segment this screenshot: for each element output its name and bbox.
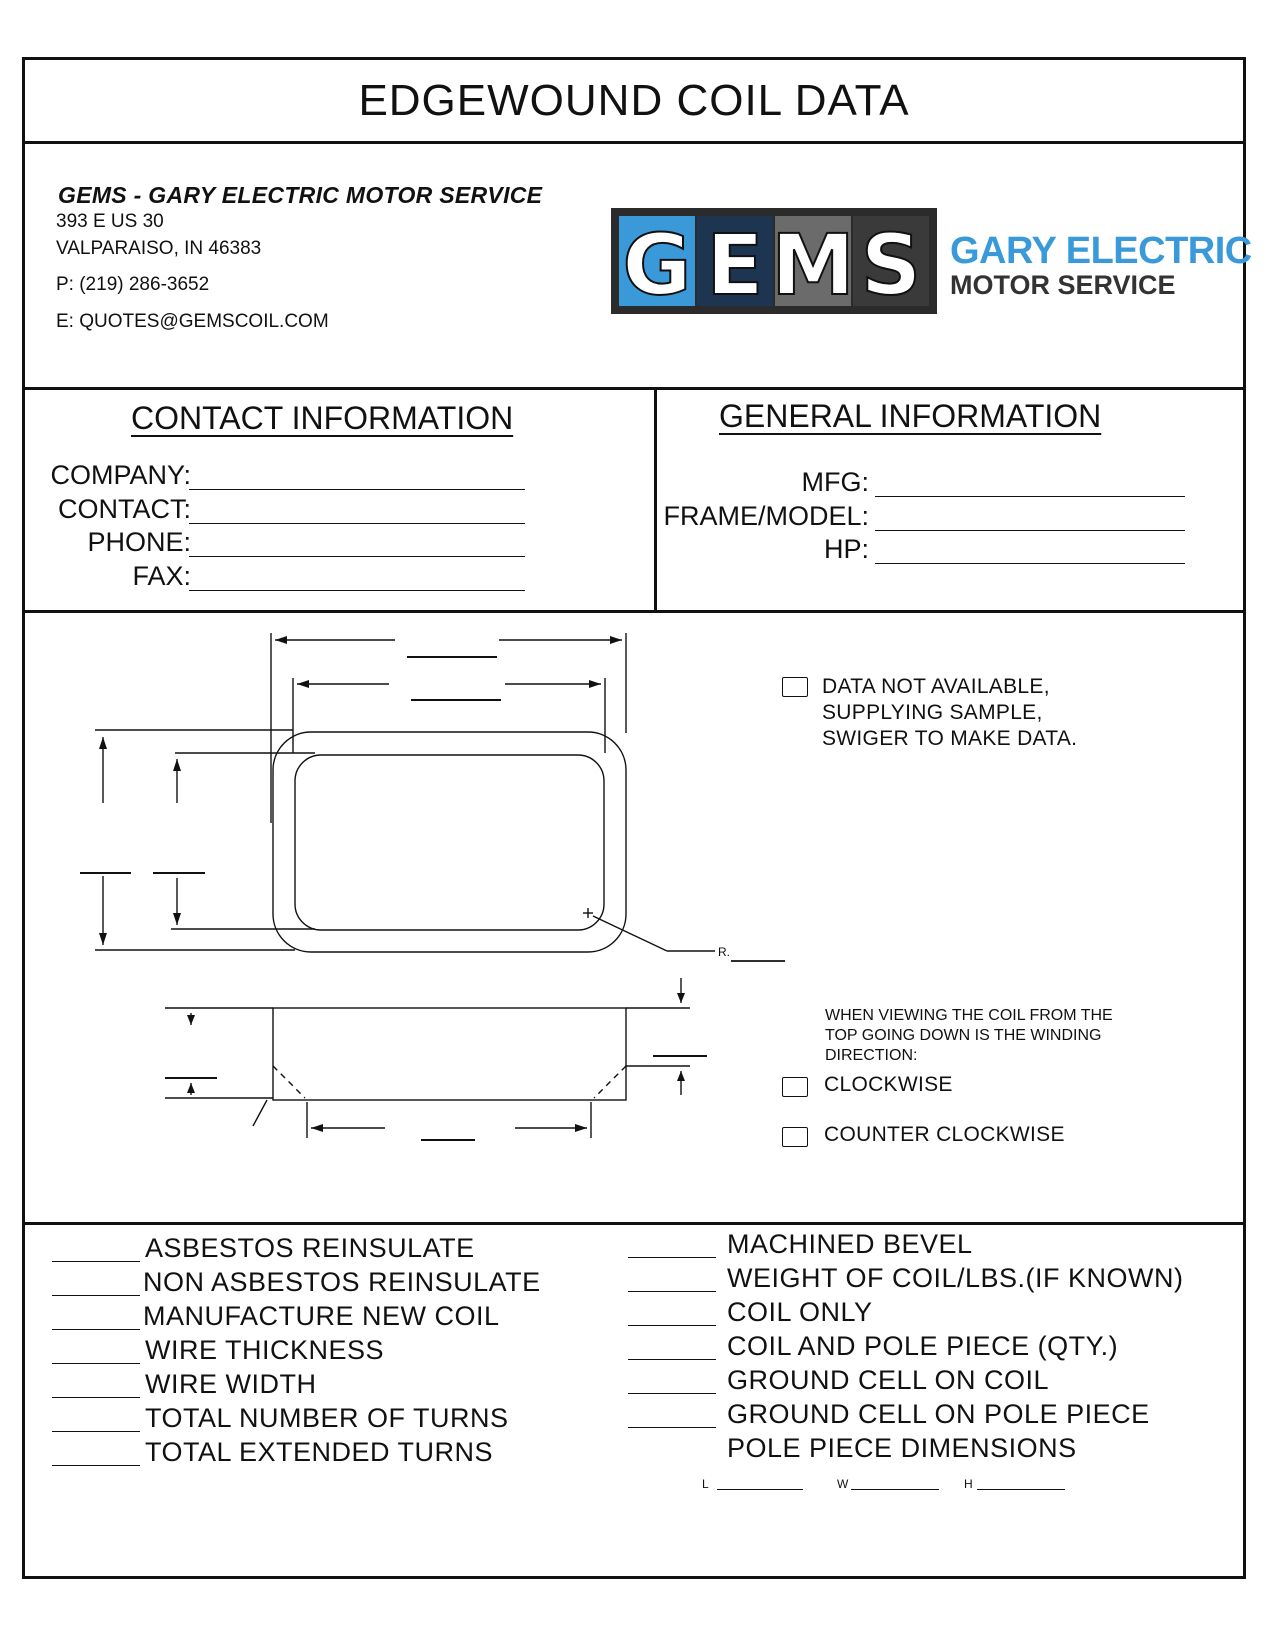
logo-letter-e: E xyxy=(706,216,764,314)
hp-field[interactable] xyxy=(875,563,1185,564)
divider-diagram xyxy=(25,1222,1243,1225)
coil-outer-outline xyxy=(273,732,626,952)
divider-title xyxy=(25,141,1243,144)
phone-field[interactable] xyxy=(189,556,525,557)
left-blank-3[interactable] xyxy=(52,1329,140,1330)
frame-model-label: FRAME/MODEL: xyxy=(663,501,869,531)
company-label: COMPANY: xyxy=(50,460,191,490)
right-blank-1[interactable] xyxy=(628,1257,716,1258)
phone-label: PHONE: xyxy=(87,527,191,557)
logo-letter-g: G xyxy=(622,216,692,314)
pole-h-field[interactable] xyxy=(977,1489,1065,1490)
divider-company xyxy=(25,387,1243,390)
right-option-5: GROUND CELL ON COIL xyxy=(727,1365,1050,1395)
general-heading: GENERAL INFORMATION xyxy=(719,398,1102,434)
left-option-5: WIRE WIDTH xyxy=(145,1369,317,1399)
right-option-1: MACHINED BEVEL xyxy=(727,1229,973,1259)
counter-clockwise-label: COUNTER CLOCKWISE xyxy=(824,1123,1065,1146)
right-blank-5[interactable] xyxy=(628,1393,716,1394)
dna-line-3: SWIGER TO MAKE DATA. xyxy=(822,727,1078,750)
dna-line-1: DATA NOT AVAILABLE, xyxy=(822,675,1050,698)
right-option-3: COIL ONLY xyxy=(727,1297,873,1327)
mfg-label: MFG: xyxy=(801,467,869,497)
left-option-3: MANUFACTURE NEW COIL xyxy=(143,1301,500,1331)
hp-label: HP: xyxy=(823,534,869,564)
coil-inner-outline xyxy=(295,755,604,930)
right-option-4: COIL AND POLE PIECE (QTY.) xyxy=(727,1331,1119,1361)
left-blank-5[interactable] xyxy=(52,1397,140,1398)
fax-field[interactable] xyxy=(189,590,525,591)
left-blank-7[interactable] xyxy=(52,1465,140,1466)
right-option-2: WEIGHT OF COIL/LBS.(IF KNOWN) xyxy=(727,1263,1184,1293)
left-blank-6[interactable] xyxy=(52,1431,140,1432)
dna-line-2: SUPPLYING SAMPLE, xyxy=(822,701,1043,724)
coil-side-outline xyxy=(273,1008,626,1100)
address-line1: 393 E US 30 xyxy=(56,211,164,232)
right-option-7: POLE PIECE DIMENSIONS xyxy=(727,1433,1077,1463)
right-blank-3[interactable] xyxy=(628,1325,716,1326)
left-blank-2[interactable] xyxy=(52,1295,140,1296)
winding-note-line-3: DIRECTION: xyxy=(825,1047,918,1064)
left-blank-4[interactable] xyxy=(52,1363,140,1364)
left-option-4: WIRE THICKNESS xyxy=(145,1335,385,1365)
fax-label: FAX: xyxy=(132,561,191,591)
right-option-6: GROUND CELL ON POLE PIECE xyxy=(727,1399,1150,1429)
right-blank-6[interactable] xyxy=(628,1427,716,1428)
gems-logo xyxy=(611,208,937,314)
clockwise-label: CLOCKWISE xyxy=(824,1073,953,1096)
data-not-available-text xyxy=(822,674,1077,752)
left-option-7: TOTAL EXTENDED TURNS xyxy=(145,1437,494,1467)
pole-w-label: W xyxy=(837,1477,849,1491)
divider-info-vertical xyxy=(654,387,657,610)
contact-heading: CONTACT INFORMATION xyxy=(131,400,514,436)
counter-clockwise-checkbox[interactable] xyxy=(782,1127,808,1147)
right-blank-4[interactable] xyxy=(628,1359,716,1360)
pole-l-label: L xyxy=(702,1477,709,1491)
left-option-6: TOTAL NUMBER OF TURNS xyxy=(145,1403,509,1433)
contact-field[interactable] xyxy=(189,523,525,524)
phone-text: P: (219) 286-3652 xyxy=(56,274,210,295)
right-blank-2[interactable] xyxy=(628,1291,716,1292)
logo-line2: MOTOR SERVICE xyxy=(950,270,1176,300)
frame-model-field[interactable] xyxy=(875,530,1185,531)
company-name: GEMS - GARY ELECTRIC MOTOR SERVICE xyxy=(58,182,543,208)
contact-label: CONTACT: xyxy=(58,494,191,524)
winding-note xyxy=(825,1006,1113,1066)
winding-note-line-2: TOP GOING DOWN IS THE WINDING xyxy=(825,1027,1102,1044)
logo-letter-m: M xyxy=(771,216,855,314)
pole-w-field[interactable] xyxy=(851,1489,939,1490)
logo-letter-s: S xyxy=(860,216,922,314)
address-line2: VALPARAISO, IN 46383 xyxy=(56,238,262,259)
email-link[interactable]: E: QUOTES@GEMSCOIL.COM xyxy=(56,311,329,332)
form-title: EDGEWOUND COIL DATA xyxy=(358,76,910,125)
gems-letters-logo xyxy=(611,208,937,314)
radius-label: R. xyxy=(718,945,730,959)
winding-note-line-1: WHEN VIEWING THE COIL FROM THE xyxy=(825,1007,1113,1024)
left-option-1: ASBESTOS REINSULATE xyxy=(145,1233,475,1263)
clockwise-checkbox[interactable] xyxy=(782,1077,808,1097)
company-field[interactable] xyxy=(189,489,525,490)
data-not-available-checkbox[interactable] xyxy=(782,677,808,697)
left-blank-1[interactable] xyxy=(52,1261,140,1262)
mfg-field[interactable] xyxy=(875,496,1185,497)
pole-l-field[interactable] xyxy=(717,1489,803,1490)
logo-line1: GARY ELECTRIC xyxy=(950,230,1252,272)
form-frame xyxy=(22,57,1252,1579)
left-option-2: NON ASBESTOS REINSULATE xyxy=(143,1267,541,1297)
pole-h-label: H xyxy=(964,1477,973,1491)
